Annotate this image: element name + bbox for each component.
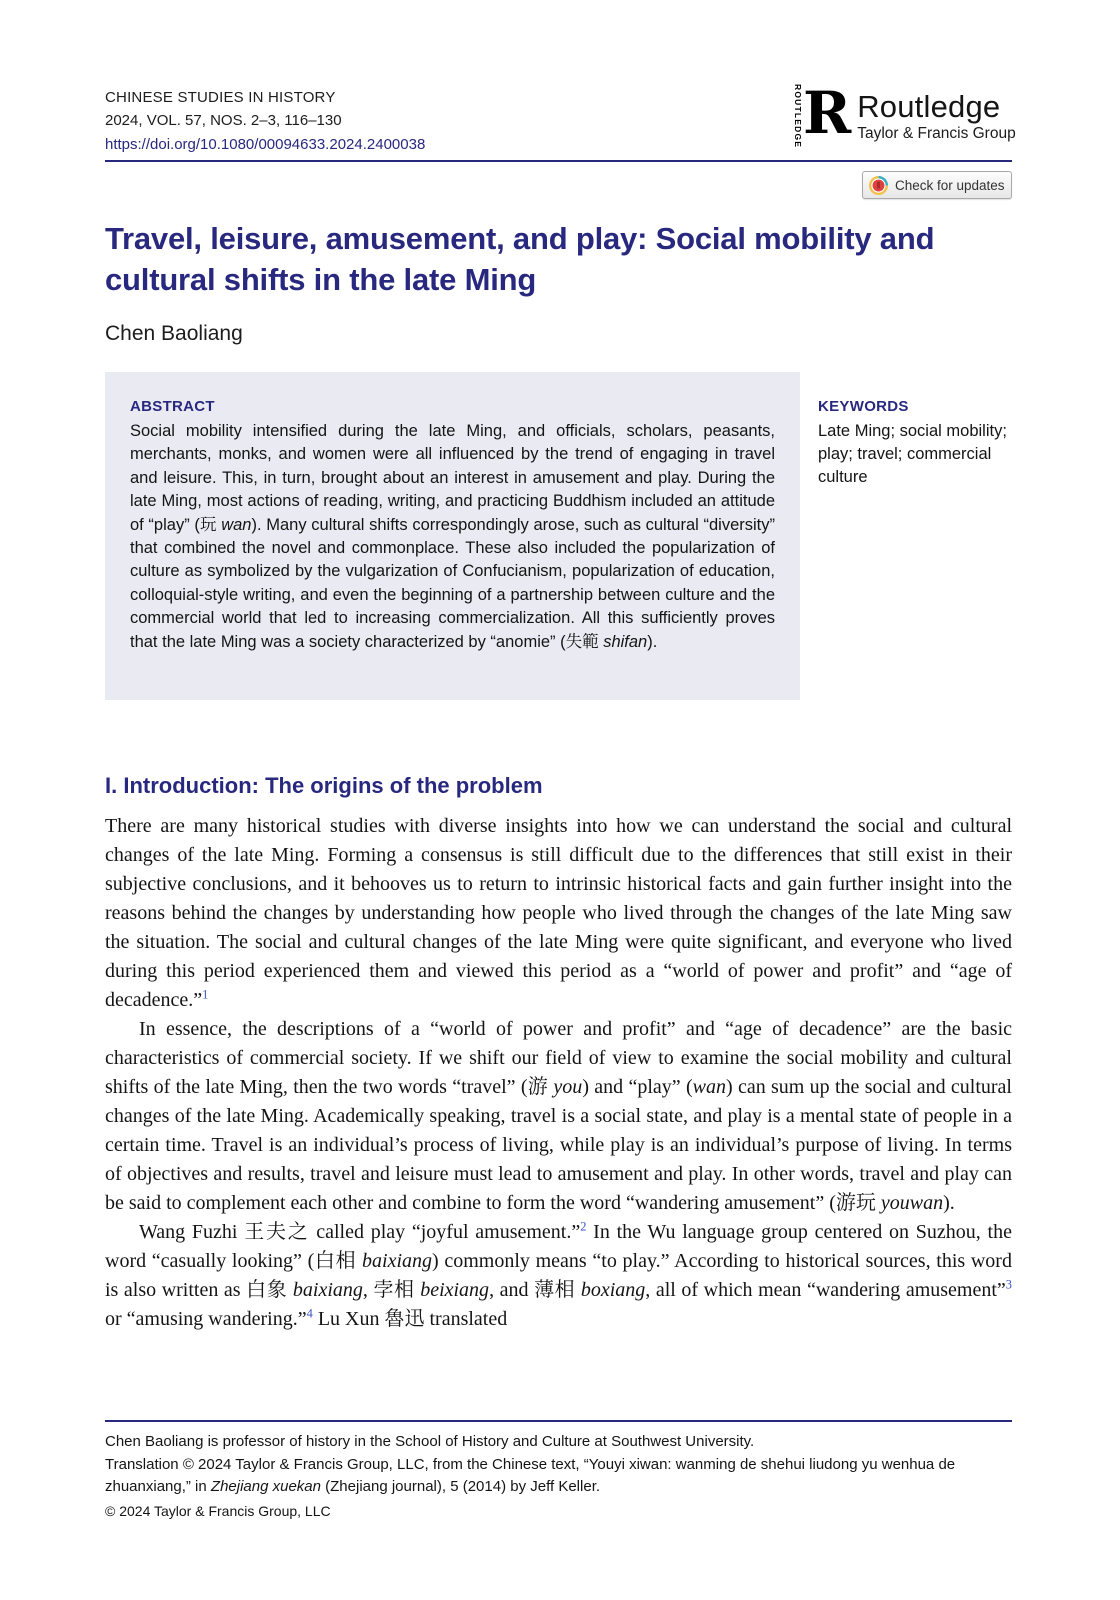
- journal-name: CHINESE STUDIES IN HISTORY: [105, 89, 336, 106]
- routledge-logo-mark: [793, 79, 852, 150]
- header-meta: [105, 86, 425, 156]
- footnote-rule: [105, 1420, 1012, 1422]
- keywords-heading: KEYWORDS: [818, 398, 909, 415]
- author-name: Chen Baoliang: [105, 322, 243, 345]
- paragraph-3: Wang Fuzhi 王夫之 called play “joyful amusement.”$^2$ In the Wu language group centered on Suzhou, the word “casually looking” (白相 baixiang) commonly means “to play.” According to historical sources, this word is also written as 白象 baixiang, 孛相 beixiang, and 薄相 boxiang, all of which mean “wandering amusement”$^3$ or “amusing wandering.”$^4$ Lu Xun 魯迅 translated: [105, 1219, 1012, 1330]
- translation-note: Translation © 2024 Taylor & Francis Group, LLC, from the Chinese text, “Youyi xiwan: wanming de shehui liudong yu wenhua de zhuanxiang,” in Zhejiang xuekan (Zhejiang journal), 5 (2014) by Jeff Keller.: [105, 1455, 956, 1495]
- publisher-logo-text: [857, 90, 1016, 143]
- author-affiliation-note: Chen Baoliang is professor of history in the School of History and Culture at Southwest University.: [105, 1433, 755, 1450]
- copyright-line: © 2024 Taylor & Francis Group, LLC: [105, 1502, 331, 1519]
- publisher-tagline: Taylor & Francis Group: [857, 125, 1016, 142]
- keywords-block: [818, 398, 1016, 489]
- abstract-text: Social mobility intensified during the late Ming, and officials, scholars, peasants, merchants, monks, and women were all influenced by the trend of engaging in travel and leisure. This, in turn, brought about an interest in amusement and play. During the late Ming, most actions of reading, writing, and practicing Buddhism included an attitude of “play” (玩 wan). Many cultural shifts correspondingly arose, such as cultural “diversity” that combined the novel and commonplace. These also included the popularization of culture as symbolized by the vulgarization of Confucianism, popularization of education, colloquial-style writing, and even the beginning of a partnership between culture and the commercial world that led to increasing commercialization. All this sufficiently proves that the late Ming was a society characterized by “anomie” (失範 shifan).: [130, 422, 775, 651]
- routledge-vertical-text: ROUTLEDGE: [793, 84, 803, 149]
- issue-line: 2024, VOL. 57, NOS. 2–3, 116–130: [105, 112, 342, 130]
- doi-link[interactable]: https://doi.org/10.1080/00094633.2024.2400038: [105, 135, 426, 153]
- footnote-ref-4[interactable]: 4: [306, 1306, 313, 1321]
- paragraph-2: In essence, the descriptions of a “world of power and profit” and “age of decadence” are the basic characteristics of commercial society. If we shift our field of view to examine the social mobility and cultural shifts of the late Ming, then the two words “travel” (游 you) and “play” (wan) can sum up the social and cultural changes of the late Ming. Academically speaking, travel is a social state, and play is a mental state of people in a certain time. Travel is an individual’s process of living, while play is an individual’s purpose of living. In terms of objectives and results, travel and leisure must lead to amusement and play. In other words, travel and play can be said to complement each other and combine to form the word “wandering amusement” (游玩 youwan).: [105, 1018, 1012, 1214]
- footnote-ref-1[interactable]: 1: [202, 987, 209, 1002]
- article-title: Travel, leisure, amusement, and play: Social mobility and cultural shifts in the late Ming: [105, 221, 935, 297]
- crossmark-icon: [869, 176, 888, 195]
- header-rule: [105, 160, 1012, 162]
- publisher-name: Routledge: [857, 89, 1001, 124]
- publisher-logo: [793, 79, 1016, 150]
- routledge-r-icon: R: [803, 79, 852, 147]
- footnotes: [105, 1431, 1015, 1522]
- footnote-ref-3[interactable]: 3: [1005, 1277, 1012, 1292]
- article-body: [105, 812, 1012, 1334]
- keywords-text: Late Ming; social mobility; play; travel; commercial culture: [818, 422, 1007, 486]
- paragraph-1: There are many historical studies with diverse insights into how we can understand the social and cultural changes of the late Ming. Forming a consensus is still difficult due to the differences that still exist in their subjective conclusions, and it behooves us to return to intrinsic historical facts and gain further insight into the reasons behind the changes by understanding how people who lived through the changes of the late Ming saw the situation. The social and cultural changes of the late Ming were quite significant, and everyone who lived during this period experienced them and viewed this period as a “world of power and profit” and “age of decadence.”$^1$: [105, 815, 1012, 1011]
- check-for-updates-label: Check for updates: [895, 177, 1005, 193]
- abstract-box: [105, 372, 800, 700]
- section-heading-introduction: I. Introduction: The origins of the problem: [105, 773, 543, 798]
- abstract-heading: ABSTRACT: [130, 398, 215, 415]
- check-for-updates-button[interactable]: [862, 171, 1012, 199]
- footnote-ref-2[interactable]: 2: [580, 1219, 587, 1234]
